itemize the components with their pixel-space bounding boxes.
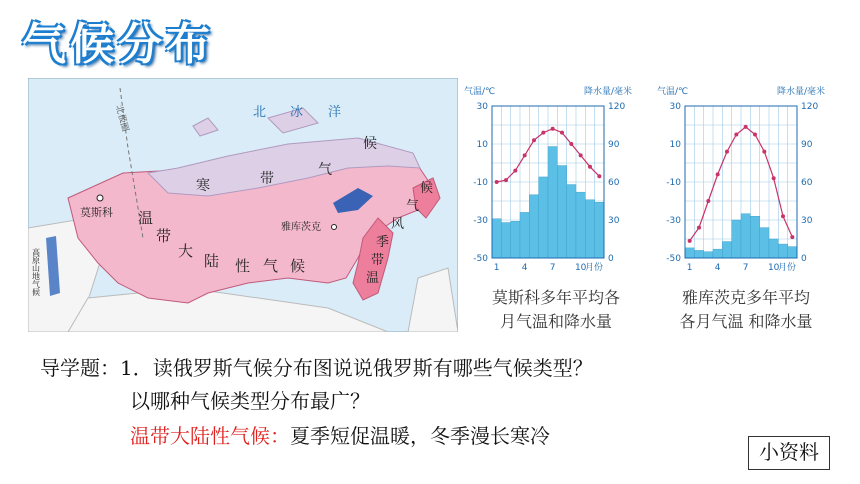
tundra-char-2: 带 <box>260 171 274 187</box>
precip-tick-label: 90 <box>608 140 620 150</box>
temp-point <box>744 125 748 129</box>
moscow-marker <box>97 195 103 201</box>
temp-point <box>569 142 573 146</box>
precip-bar <box>595 202 604 258</box>
temp-tick-label: -50 <box>666 254 681 264</box>
month-tick-label: 1 <box>686 263 693 273</box>
ocean-label-bing: 冰 <box>290 105 304 120</box>
answer-highlight: 温带大陆性气候： <box>130 424 290 448</box>
right-axis-label: 降水量/毫米 <box>776 87 825 97</box>
continental-char-6: 气 <box>263 257 279 275</box>
month-tick-label: 4 <box>714 263 721 273</box>
precip-bar <box>713 249 722 258</box>
yakutsk-caption-line1: 雅库茨克多年平均 <box>681 288 810 307</box>
question-prefix: 导学题： <box>40 356 120 380</box>
monsoon-char-3: 季 <box>376 235 390 250</box>
moscow-chart-caption <box>470 286 642 334</box>
temp-point <box>688 239 692 243</box>
info-button[interactable]: 小资料 <box>748 436 830 470</box>
monsoon-char-1: 温 <box>366 271 380 286</box>
question-line1 <box>40 352 593 381</box>
temp-point <box>588 165 592 169</box>
arctic-circle-label: 北极圈 <box>113 104 130 133</box>
precip-tick-label: 60 <box>608 178 620 188</box>
monsoon-char-4: 风 <box>391 217 405 232</box>
temp-tick-label: -10 <box>666 178 681 188</box>
left-axis-label: 气温/℃ <box>657 87 689 97</box>
yakutsk-marker <box>332 225 337 230</box>
precip-tick-label: 60 <box>801 178 813 188</box>
moscow-caption-line1: 莫斯科多年平均各 <box>491 288 620 307</box>
continental-char-2: 带 <box>156 227 172 245</box>
monsoon-char-6: 候 <box>420 181 434 196</box>
month-tick-label: 1 <box>493 263 500 273</box>
precip-tick-label: 30 <box>608 216 620 226</box>
temp-point <box>579 153 583 157</box>
month-tick-label: 7 <box>549 263 556 273</box>
precip-bar <box>501 223 510 258</box>
temp-tick-label: 30 <box>669 102 681 112</box>
temp-point <box>551 127 555 131</box>
moscow-climate-chart <box>462 84 634 274</box>
tundra-char-1: 寒 <box>196 178 210 194</box>
temp-point <box>495 180 499 184</box>
continental-char-1: 温 <box>138 209 154 227</box>
precip-bar <box>576 192 585 258</box>
ocean-label-yang: 洋 <box>328 105 342 120</box>
precip-bar <box>520 212 529 258</box>
month-tick-label: 10 <box>767 263 780 273</box>
month-tick-label: 7 <box>742 263 749 273</box>
question-line2: 以哪种气候类型分布最广？ <box>130 389 370 413</box>
precip-bar <box>760 228 769 258</box>
precip-tick-label: 120 <box>608 102 626 112</box>
precip-bar <box>788 247 797 258</box>
yakutsk-caption-line2: 各月气温 和降水量 <box>679 312 813 331</box>
answer-line <box>130 420 550 449</box>
moscow-chart-svg <box>462 84 634 274</box>
continental-char-3: 大 <box>178 242 194 260</box>
right-axis-label: 降水量/毫米 <box>583 87 632 97</box>
precip-bar <box>741 214 750 258</box>
map-svg <box>28 78 458 332</box>
temp-point <box>706 199 710 203</box>
precip-bar <box>567 185 576 258</box>
precip-tick-label: 0 <box>801 254 807 264</box>
precip-tick-label: 0 <box>608 254 614 264</box>
moscow-label: 莫斯科 <box>80 206 113 219</box>
temp-tick-label: -30 <box>666 216 681 226</box>
precip-bar <box>529 195 538 258</box>
continental-char-4: 陆 <box>204 252 220 270</box>
temp-point <box>513 169 517 173</box>
precip-tick-label: 30 <box>801 216 813 226</box>
ocean-label-bei: 北 <box>253 105 267 120</box>
precip-bar <box>492 219 501 258</box>
precip-bar <box>548 147 557 258</box>
temp-point <box>541 131 545 135</box>
yakutsk-chart-svg <box>655 84 827 274</box>
precip-tick-label: 90 <box>801 140 813 150</box>
continental-char-5: 性 <box>235 257 251 275</box>
temp-point <box>734 133 738 137</box>
left-axis-label: 气温/℃ <box>464 87 496 97</box>
temp-point <box>790 235 794 239</box>
precip-bar <box>557 166 566 258</box>
temp-point <box>523 153 527 157</box>
question-text1: 1．读俄罗斯气候分布图说说俄罗斯有哪些气候类型？ <box>120 356 593 380</box>
temp-point <box>504 178 508 182</box>
page-title: 气候分布 <box>22 19 214 70</box>
continental-char-7: 候 <box>290 257 306 275</box>
temp-tick-label: 10 <box>476 140 488 150</box>
month-unit-label: 月份 <box>584 263 604 273</box>
precip-bar <box>769 239 778 258</box>
precip-bar <box>685 248 694 258</box>
precip-bar <box>778 244 787 258</box>
yakutsk-chart-caption <box>660 286 832 334</box>
temp-tick-label: 10 <box>669 140 681 150</box>
temp-point <box>697 226 701 230</box>
precip-bar <box>732 220 741 258</box>
alpine-label: 高原山地气候 <box>31 248 41 296</box>
precip-bar <box>750 216 759 258</box>
temp-point <box>597 174 601 178</box>
temp-tick-label: -50 <box>473 254 488 264</box>
temp-point <box>560 131 564 135</box>
temp-point <box>753 133 757 137</box>
precip-bar <box>694 250 703 258</box>
monsoon-char-2: 带 <box>371 253 385 268</box>
temp-point <box>781 214 785 218</box>
month-unit-label: 月份 <box>777 263 797 273</box>
monsoon-char-5: 气 <box>406 199 420 214</box>
precip-bar <box>585 200 594 258</box>
precip-bar <box>704 252 713 258</box>
tundra-char-4: 候 <box>363 136 377 152</box>
precip-bar <box>511 221 520 258</box>
moscow-caption-line2: 月气温和降水量 <box>499 312 612 331</box>
precip-tick-label: 120 <box>801 102 819 112</box>
temp-tick-label: -10 <box>473 178 488 188</box>
temp-point <box>725 150 729 154</box>
month-tick-label: 4 <box>521 263 528 273</box>
yakutsk-climate-chart <box>655 84 827 274</box>
temp-point <box>772 176 776 180</box>
answer-text: 夏季短促温暖，冬季漫长寒冷 <box>290 424 550 448</box>
russia-climate-map <box>28 78 458 332</box>
precip-bar <box>722 242 731 258</box>
tundra-char-3: 气 <box>318 162 332 178</box>
temp-tick-label: -30 <box>473 216 488 226</box>
month-tick-label: 10 <box>574 263 587 273</box>
precip-bar <box>539 177 548 258</box>
temp-point <box>532 138 536 142</box>
temp-point <box>716 172 720 176</box>
yakutsk-label: 雅库茨克 <box>281 222 321 233</box>
temp-point <box>762 150 766 154</box>
temp-tick-label: 30 <box>476 102 488 112</box>
